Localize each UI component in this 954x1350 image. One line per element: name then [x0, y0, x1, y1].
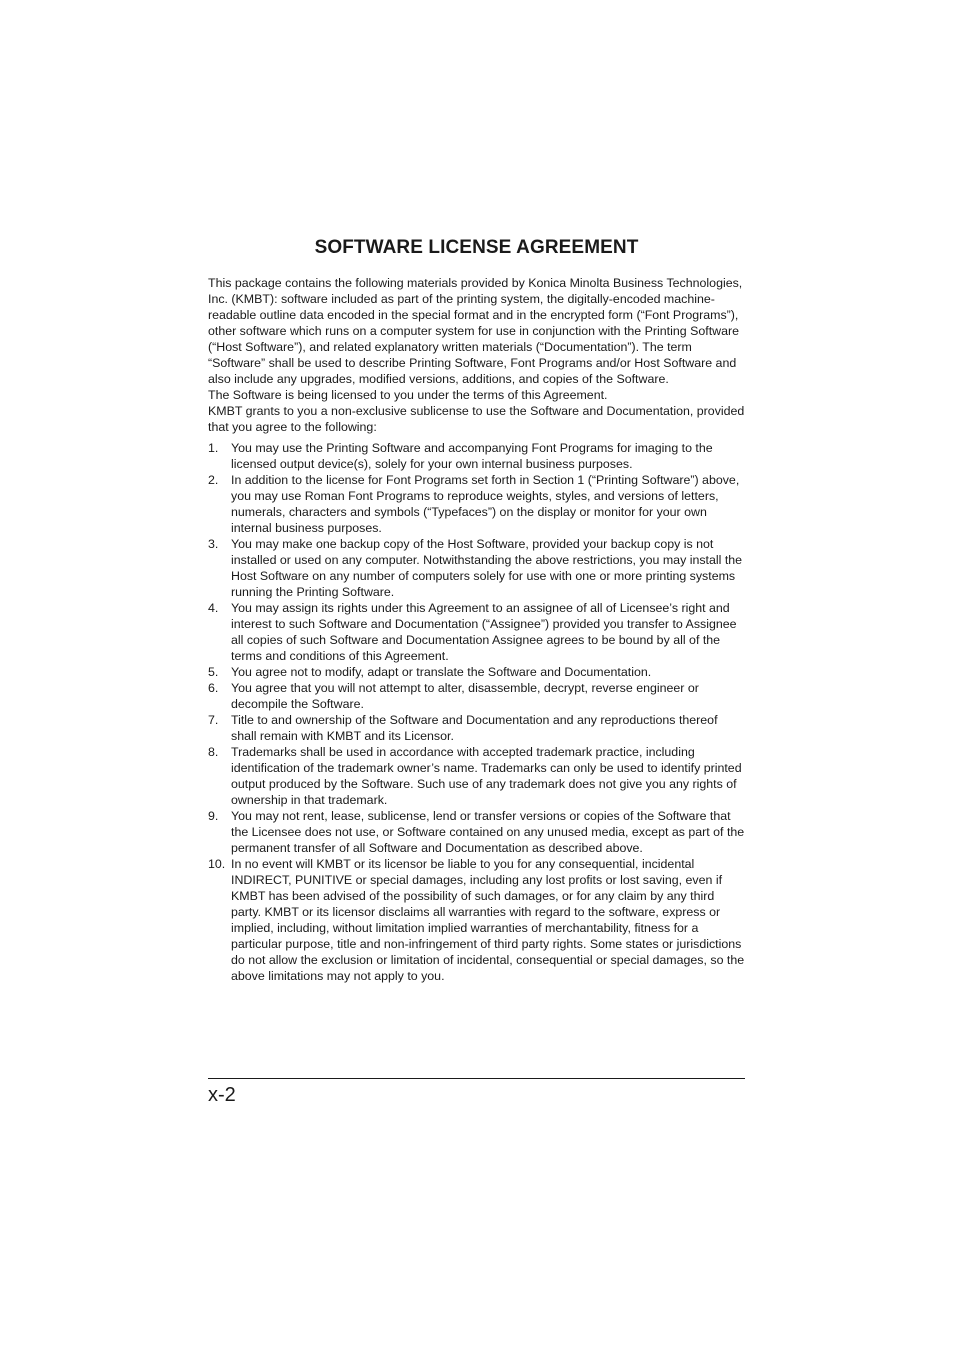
list-item — [208, 744, 745, 808]
list-item-number: 6. — [208, 681, 219, 695]
list-item — [208, 472, 745, 536]
list-item-number: 7. — [208, 713, 219, 727]
list-item — [208, 440, 745, 472]
list-item — [208, 600, 745, 664]
list-item — [208, 536, 745, 600]
list-item — [208, 712, 745, 744]
list-item-text: You may make one backup copy of the Host Software, provided your backup copy is not installed or used on any computer. Notwithstanding the above restrictions, you may install the Host Software on any number of computers solely for use with one or more printing systems running the Printing Software. — [231, 537, 743, 599]
list-item-text: You may assign its rights under this Agreement to an assignee of all of Licensee’s right and interest to such Software and Documentation (“Assignee”) provided you transfer to Assignee all copies of such Software and Documentation Assignee agrees to be bound by all of the terms and conditions of this Agreement. — [231, 601, 737, 663]
list-item-number: 4. — [208, 601, 219, 615]
list-item-text: In no event will KMBT or its licensor be liable to you for any consequential, incidental INDIRECT, PUNITIVE or special damages, including any lost profits or lost saving, even if KMBT has been advised of the possibility of such damages, or for any claim by any third party. KMBT or its licensor disclaims all warranties with regard to the software, express or implied, including, without limitation implied warranties of merchantability, fitness for a particular purpose, title and non-infringement of third party rights. Some states or jurisdictions do not allow the exclusion or limitation of incidental, consequential or special damages, so the above limitations may not apply to you. — [231, 857, 745, 983]
list-item-number: 10. — [208, 857, 226, 871]
list-item-number: 8. — [208, 745, 219, 759]
list-item-text: You may not rent, lease, sublicense, lend or transfer versions or copies of the Software that the Licensee does not use, or Software contained on any unused media, except as part of the permanent transfer of all Software and Documentation as described above. — [231, 809, 745, 855]
list-item — [208, 808, 745, 856]
list-item-text: In addition to the license for Font Programs set forth in Section 1 (“Printing Software”) above, you may use Roman Font Programs to reproduce weights, styles, and versions of letters, numerals, characters and symbols (“Typefaces”) on the display or monitor for your own internal business purposes. — [231, 473, 740, 535]
intro-paragraph: KMBT grants to you a non-exclusive sublicense to use the Software and Documentation, provided that you agree to the following: — [208, 404, 745, 434]
list-item-text: Trademarks shall be used in accordance with accepted trademark practice, including identification of the trademark owner’s name. Trademarks can only be used to identify printed output produced by the Software. Such use of any trademark does not give you any rights of ownership in that trademark. — [231, 745, 742, 807]
list-item-number: 1. — [208, 441, 219, 455]
list-item-text: Title to and ownership of the Software and Documentation and any reproductions thereof shall remain with KMBT and its Licensor. — [231, 713, 718, 743]
list-item — [208, 856, 745, 984]
intro-paragraph: The Software is being licensed to you under the terms of this Agreement. — [208, 388, 608, 402]
intro-paragraph: This package contains the following materials provided by Konica Minolta Business Technologies, Inc. (KMBT): software included as part of the printing system, the digitally-encoded machine-readable outline data encoded in the special format and in the encrypted form (“Font Programs”), other software which runs on a computer system for use in conjunction with the Printing Software (“Host Software”), and related explanatory written materials (“Documentation”). The term “Software” shall be used to describe Printing Software, Font Programs and/or Host Software and also include any upgrades, modified versions, additions, and copies of the Software. — [208, 276, 743, 386]
list-item — [208, 664, 745, 680]
list-item — [208, 680, 745, 712]
terms-list — [208, 440, 745, 984]
page-title: SOFTWARE LICENSE AGREEMENT — [314, 237, 639, 258]
list-item-number: 3. — [208, 537, 219, 551]
list-item-number: 9. — [208, 809, 219, 823]
list-item-number: 2. — [208, 473, 219, 487]
list-item-text: You may use the Printing Software and accompanying Font Programs for imaging to the licensed output device(s), solely for your own internal business purposes. — [231, 441, 713, 471]
list-item-text: You agree that you will not attempt to alter, disassemble, decrypt, reverse engineer or decompile the Software. — [231, 681, 699, 711]
list-item-text: You agree not to modify, adapt or translate the Software and Documentation. — [231, 665, 652, 679]
list-item-number: 5. — [208, 665, 219, 679]
footer-divider — [208, 1078, 745, 1079]
license-document — [208, 236, 745, 984]
page-number: x-2 — [208, 1084, 236, 1106]
